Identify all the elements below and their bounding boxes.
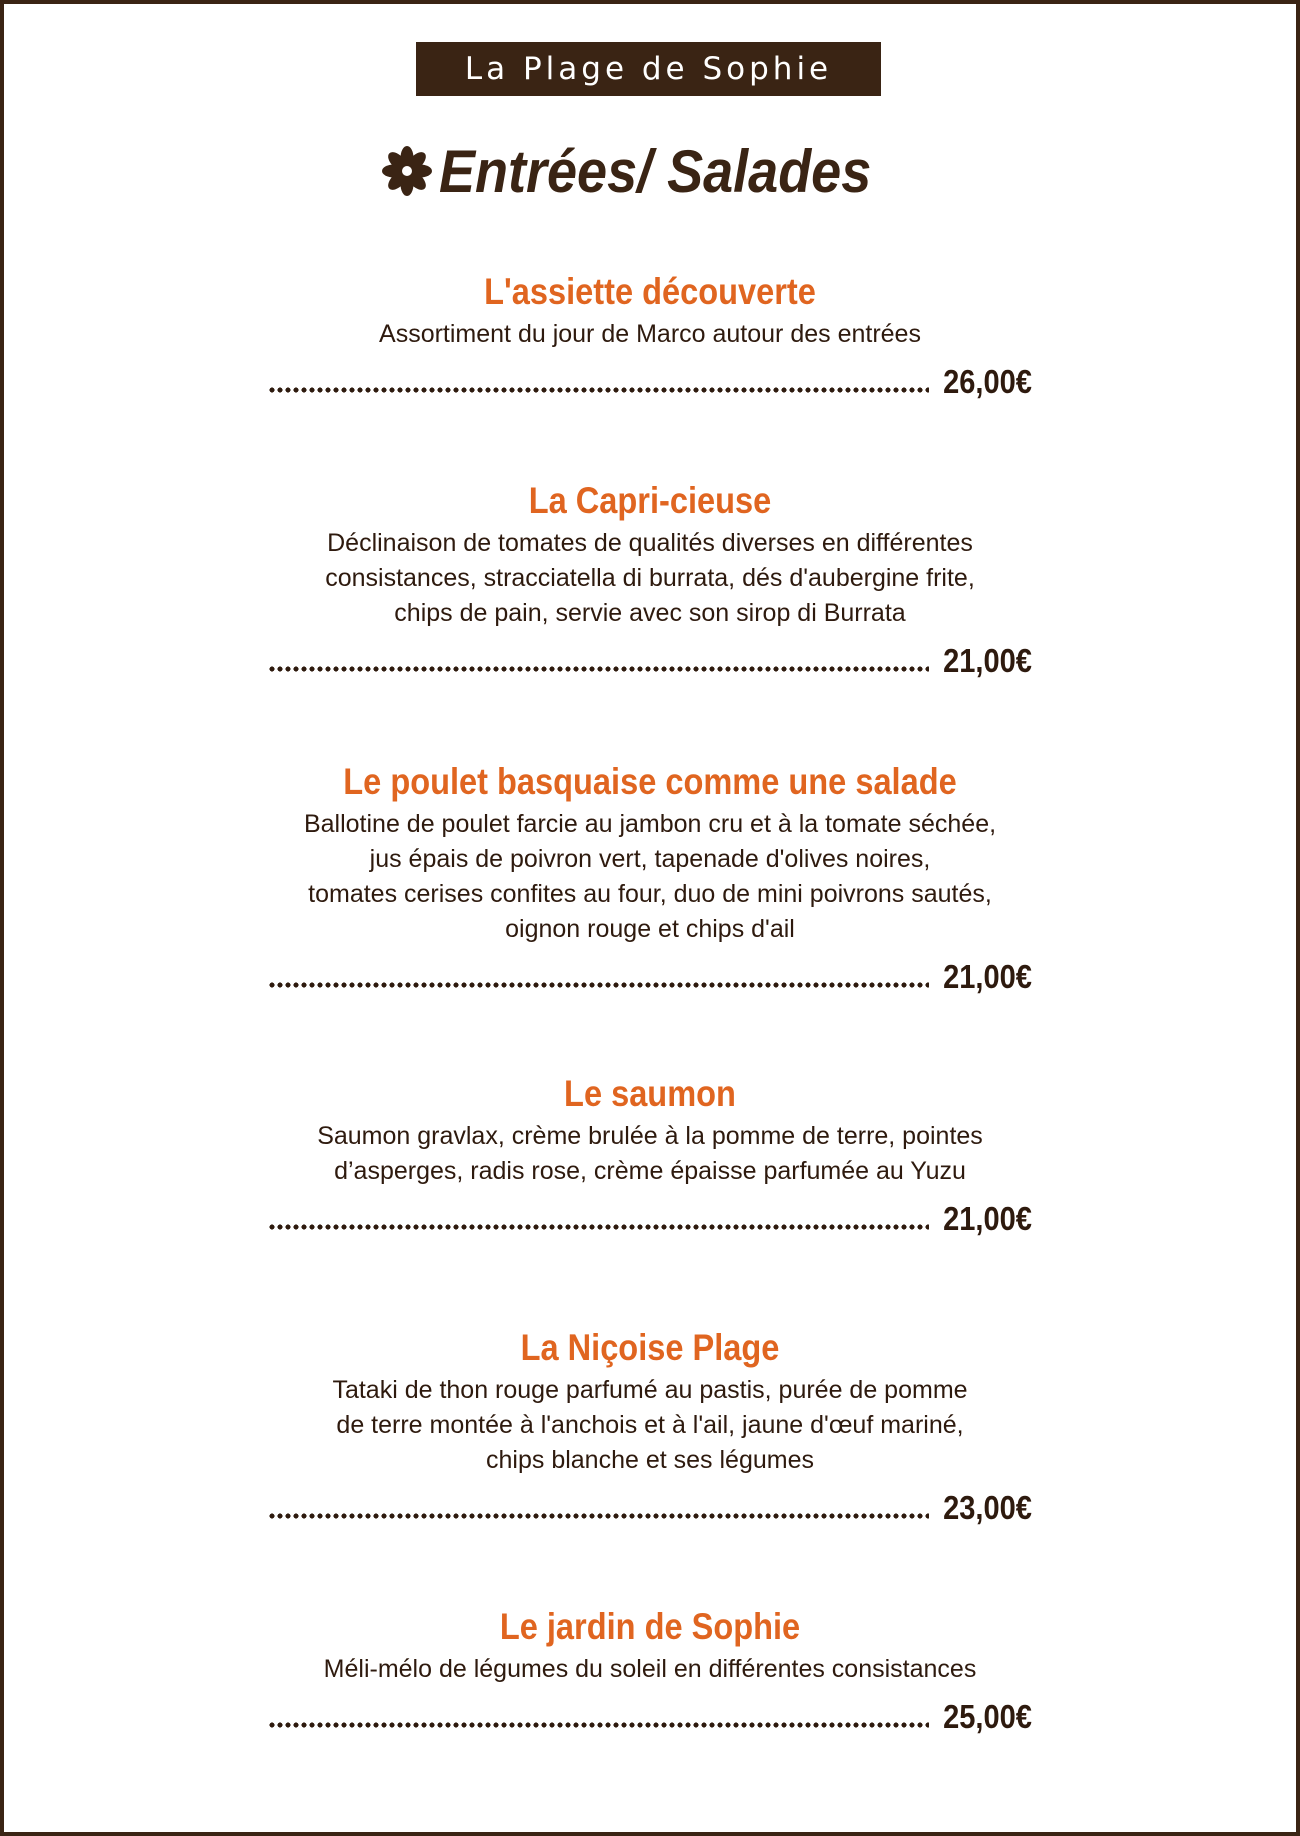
- description-line: Saumon gravlax, crème brulée à la pomme de terre, pointes: [317, 1122, 983, 1150]
- description-line: oignon rouge et chips d'ail: [505, 915, 795, 943]
- menu-item-price: 21,00€: [943, 1200, 1032, 1237]
- description-line: consistances, stracciatella di burrata, dés d'aubergine frite,: [325, 564, 975, 592]
- menu-item-name: La Niçoise Plage: [520, 1327, 780, 1368]
- menu-item-description: [240, 1119, 1060, 1189]
- menu-item: [240, 479, 1060, 681]
- description-line: Tataki de thon rouge parfumé au pastis, purée de pomme: [332, 1376, 968, 1404]
- dot-leader: [268, 1224, 929, 1230]
- restaurant-name-banner: [416, 42, 881, 96]
- menu-item-price: 21,00€: [943, 642, 1032, 679]
- menu-item-price: 26,00€: [943, 363, 1032, 400]
- menu-item-description: [240, 526, 1060, 631]
- description-line: d’asperges, radis rose, crème épaisse parfumée au Yuzu: [334, 1157, 966, 1185]
- menu-item-description: [240, 1373, 1060, 1478]
- price-row: [240, 953, 1060, 997]
- menu-item: [240, 1326, 1060, 1528]
- dot-leader: [268, 982, 929, 988]
- price-row: [240, 358, 1060, 402]
- menu-item-price: 25,00€: [943, 1698, 1032, 1735]
- menu-item-name: La Capri-cieuse: [528, 480, 772, 521]
- dot-leader: [268, 1513, 929, 1519]
- price-row: [240, 1693, 1060, 1737]
- menu-item-name: Le poulet basquaise comme une salade: [343, 761, 957, 802]
- price-row: [240, 1195, 1060, 1239]
- description-line: jus épais de poivron vert, tapenade d'olives noires,: [369, 845, 931, 873]
- restaurant-name: La Plage de Sophie: [464, 51, 833, 87]
- price-row: [240, 1484, 1060, 1528]
- menu-item: [240, 760, 1060, 997]
- description-line: chips de pain, servie avec son sirop di Burrata: [394, 599, 906, 627]
- description-line: chips blanche et ses légumes: [486, 1446, 814, 1474]
- price-row: [240, 637, 1060, 681]
- description-line: Assortiment du jour de Marco autour des entrées: [379, 320, 921, 348]
- menu-item-description: [240, 807, 1060, 947]
- dot-leader: [268, 1722, 929, 1728]
- menu-item: [240, 1072, 1060, 1239]
- flower-icon: [381, 145, 433, 197]
- description-line: tomates cerises confites au four, duo de mini poivrons sautés,: [308, 880, 992, 908]
- section-title: Entrées/ Salades: [438, 137, 872, 205]
- description-line: Ballotine de poulet farcie au jambon cru et à la tomate séchée,: [303, 810, 997, 838]
- menu-item-name: Le jardin de Sophie: [499, 1606, 801, 1647]
- section-heading: [0, 128, 1300, 214]
- description-line: Méli-mélo de légumes du soleil en différentes consistances: [323, 1655, 977, 1683]
- dot-leader: [268, 387, 929, 393]
- menu-item-name: L'assiette découverte: [484, 271, 816, 312]
- menu-item-description: [240, 317, 1060, 352]
- dot-leader: [268, 666, 929, 672]
- description-line: de terre montée à l'anchois et à l'ail, jaune d'œuf mariné,: [336, 1411, 964, 1439]
- menu-item-price: 23,00€: [943, 1489, 1032, 1526]
- menu-item: [240, 270, 1060, 402]
- menu-item-name: Le saumon: [564, 1073, 736, 1114]
- menu-item: [240, 1605, 1060, 1737]
- menu-item-price: 21,00€: [943, 958, 1032, 995]
- description-line: Déclinaison de tomates de qualités diverses en différentes: [327, 529, 973, 557]
- menu-item-description: [240, 1652, 1060, 1687]
